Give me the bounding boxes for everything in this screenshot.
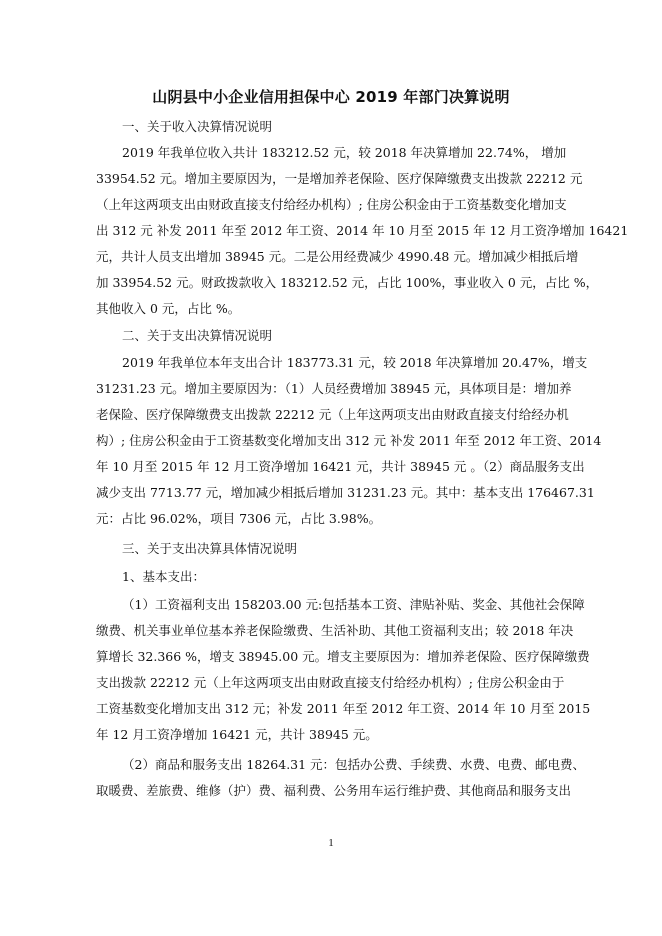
- paragraph-line: 年 10 月至 2015 年 12 月工资净增加 16421 元，共计 38945 元 。（2）商品服务支出: [96, 459, 585, 474]
- section-1-heading-block: [96, 114, 566, 140]
- section-3-heading-block: [96, 536, 566, 562]
- section-2-heading-block: [96, 323, 566, 349]
- paragraph-line: （2）商品和服务支出 18264.31 元：包括办公费、手续费、水费、电费、邮电费、: [122, 757, 586, 772]
- section-3-heading: 三、关于支出决算具体情况说明: [122, 541, 298, 556]
- expenditure-paragraph: [96, 350, 602, 532]
- paragraph-line: 2019 年我单位本年支出合计 183773.31 元，较 2018 年决算增加 20.47%，增支: [122, 355, 588, 370]
- subsection-1-heading-block: [96, 564, 566, 590]
- paragraph-line: 年 12 月工资净增加 16421 元，共计 38945 元。: [96, 727, 378, 742]
- paragraph-line: （上年这两项支出由财政直接支付给经办机构）; 住房公积金由于工资基数变化增加支: [96, 197, 567, 212]
- goods-services-paragraph: [96, 752, 586, 804]
- paragraph-line: 其他收入 0 元，占比 %。: [96, 301, 241, 316]
- document-title: 山阴县中小企业信用担保中心 2019 年部门决算说明: [152, 88, 510, 106]
- paragraph-line: 出 312 元 补发 2011 年至 2012 年工资、2014 年 10 月至 2015 年 12 月工资净增加 16421: [96, 223, 629, 238]
- paragraph-line: 减少支出 7713.77 元，增加减少相抵后增加 31231.23 元。其中：基本支出 176467.31: [96, 485, 595, 500]
- paragraph-line: 33954.52 元。增加主要原因为，一是增加养老保险、医疗保障缴费支出拨款 22212 元: [96, 171, 583, 186]
- section-1-heading: 一、关于收入决算情况说明: [122, 119, 273, 134]
- paragraph-line: 元：占比 96.02%，项目 7306 元，占比 3.98%。: [96, 511, 382, 526]
- paragraph-line: 加 33954.52 元。财政拨款收入 183212.52 元，占比 100%，事业收入 0 元，占比 %，: [96, 275, 599, 290]
- page-number: 1: [328, 837, 334, 849]
- income-paragraph: [96, 140, 629, 322]
- paragraph-line: 工资基数变化增加支出 312 元；补发 2011 年至 2012 年工资、2014 年 10 月至 2015: [96, 701, 591, 716]
- paragraph-line: 构）; 住房公积金由于工资基数变化增加支出 312 元 补发 2011 年至 2012 年工资、2014: [96, 433, 602, 448]
- paragraph-line: 缴费、机关事业单位基本养老保险缴费、生活补助、其他工资福利支出；较 2018 年决: [96, 623, 574, 638]
- paragraph-line: 31231.23 元。增加主要原因为：（1）人员经费增加 38945 元，具体项目是：增加养: [96, 381, 572, 396]
- subsection-1-heading: 1、基本支出：: [122, 569, 205, 584]
- paragraph-line: 算增长 32.366 %，增支 38945.00 元。增支主要原因为：增加养老保险、医疗保障缴费: [96, 649, 590, 664]
- paragraph-line: 元，共计人员支出增加 38945 元。二是公用经费减少 4990.48 元。增加减少相抵后增: [96, 249, 579, 264]
- paragraph-line: 老保险、医疗保障缴费支出拨款 22212 元（上年这两项支出由财政直接支付给经办机: [96, 407, 569, 422]
- paragraph-line: 2019 年我单位收入共计 183212.52 元，较 2018 年决算增加 22.74%， 增加: [122, 145, 567, 160]
- section-2-heading: 二、关于支出决算情况说明: [122, 328, 273, 343]
- paragraph-line: 支出拨款 22212 元（上年这两项支出由财政直接支付给经办机构）; 住房公积金由于: [96, 675, 565, 690]
- paragraph-line: 取暖费、差旅费、维修（护）费、福利费、公务用车运行维护费、其他商品和服务支出: [96, 783, 572, 798]
- basic-expenditure-paragraph: [96, 592, 591, 748]
- paragraph-line: （1）工资福利支出 158203.00 元:包括基本工资、津贴补贴、奖金、其他社会保障: [122, 597, 585, 612]
